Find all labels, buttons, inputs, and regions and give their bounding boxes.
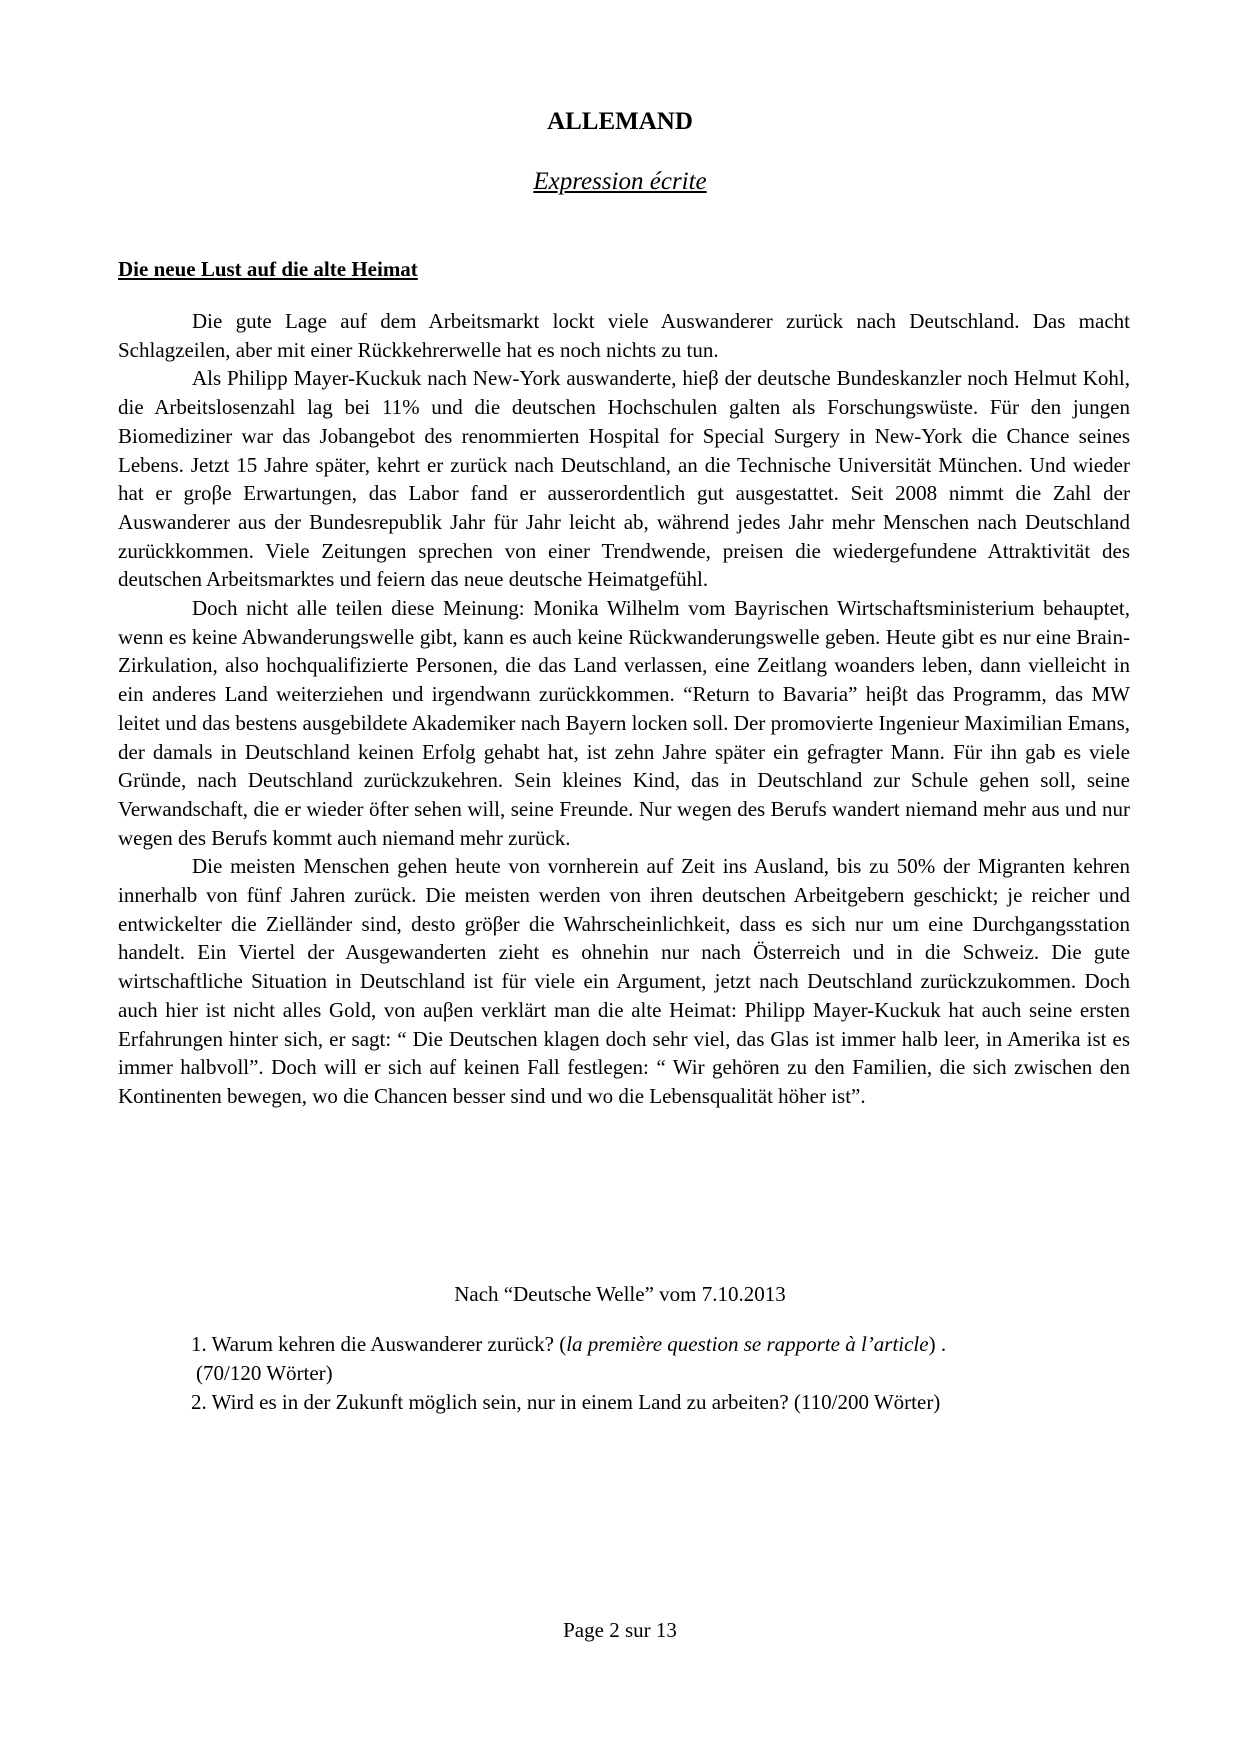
article-paragraph: Doch nicht alle teilen diese Meinung: Monika Wilhelm vom Bayrischen Wirtschaftsministerium behauptet, wenn es keine Abwanderungswelle gibt, kann es auch keine Rückwanderungswelle geben. Heute gibt es nur eine Brain-Zirkulation, also hochqualifizierte Personen, die das Land verlassen, eine Zeitlang woanders leben, dann vielleicht in ein anderes Land weiterziehen und irgendwann zurückkommen. “Return to Bavaria” heiβt das Programm, das MW leitet und das bestens ausgebildete Akademiker nach Bayern locken soll. Der promovierte Ingenieur Maximilian Emans, der damals in Deutschland keinen Erfolg gehabt hat, ist zehn Jahre später ein gefragter Mann. Für ihn gab es viele Gründe, nach Deutschland zurückzukehren. Sein kleines Kind, das in Deutschland zur Schule gehen soll, seine Verwandschaft, die er wieder öfter sehen will, seine Freunde. Nur wegen des Berufs wandert niemand mehr aus und nur wegen des Berufs kommt auch niemand mehr zurück. [118,596,1130,850]
article-title: Die neue Lust auf die alte Heimat [118,257,418,281]
article-paragraph: Als Philipp Mayer-Kuckuk nach New-York auswanderte, hieβ der deutsche Bundeskanzler noch Helmut Kohl, die Arbeitslosenzahl lag bei 11% und die deutschen Hochschulen galten als Forschungswüste. Für den jungen Biomediziner war das Jobangebot des renommierten Hospital for Special Surgery in New-York die Chance seines Lebens. Jetzt 15 Jahre später, kehrt er zurück nach Deutschland, an die Technische Universität München. Und wieder hat er groβe Erwartungen, das Labor fand er ausserordentlich gut ausgestattet. Seit 2008 nimmt die Zahl der Auswanderer aus der Bundesrepublik Jahr für Jahr leicht ab, während jedes Jahr mehr Menschen nach Deutschland zurückkommen. Viele Zeitungen sprechen von einer Trendwende, preisen die wiedergefundene Attraktivität des deutschen Arbeitsmarktes und feiern das neue deutsche Heimatgefühl. [118,366,1130,592]
page-number: Page 2 sur 13 [563,1618,677,1642]
exercise-subtitle [0,168,1240,196]
article-paragraph: Die meisten Menschen gehen heute von vornherein auf Zeit ins Ausland, bis zu 50% der Migranten kehren innerhalb von fünf Jahren zurück. Die meisten werden von ihren deutschen Arbeitgebern geschickt; je reicher und entwickelter die Zielländer sind, desto gröβer die Wahrscheinlichkeit, dass es sich nur um eine Durchgangsstation handelt. Ein Viertel der Ausgewanderten zieht es ohnehin nur nach Österreich und in die Schweiz. Die gute wirtschaftliche Situation in Deutschland ist für viele ein Argument, jetzt nach Deutschland zurückzukommen. Doch auch hier ist nicht alles Gold, von auβen verklärt man die alte Heimat: Philipp Mayer-Kuckuk hat auch seine ersten Erfahrungen hinter sich, er sagt: “ Die Deutschen klagen doch sehr viel, das Glas ist immer halb leer, in Amerika ist es immer halbvoll”. Doch will er sich auf keinen Fall festlegen: “ Wir gehören zu den Familien, die sich zwischen den Kontinenten bewegen, wo die Chancen besser sind und wo die Lebensqualität höher ist”. [118,854,1130,1108]
article-body [118,307,1130,1111]
question-2: 2. Wird es in der Zukunft möglich sein, nur in einem Land zu arbeiten? (110/200 Wörter) [191,1390,941,1414]
question-1 [191,1330,1151,1359]
question-1-text: 1. Warum kehren die Auswanderer zurück? ( [191,1332,567,1356]
exercise-subtitle-text: Expression écrite [533,168,707,195]
article-paragraph: Die gute Lage auf dem Arbeitsmarkt lockt viele Auswanderer zurück nach Deutschland. Das macht Schlagzeilen, aber mit einer Rückkehrerwelle hat es noch nichts zu tun. [118,309,1130,362]
question-1-note: la première question se rapporte à l’article [566,1332,929,1356]
question-1-word-count: (70/120 Wörter) [196,1361,333,1385]
subject-heading: ALLEMAND [547,108,693,135]
questions-list [191,1330,1151,1417]
question-1-end: ) . [928,1332,947,1356]
article-source: Nach “Deutsche Welle” vom 7.10.2013 [454,1282,786,1306]
